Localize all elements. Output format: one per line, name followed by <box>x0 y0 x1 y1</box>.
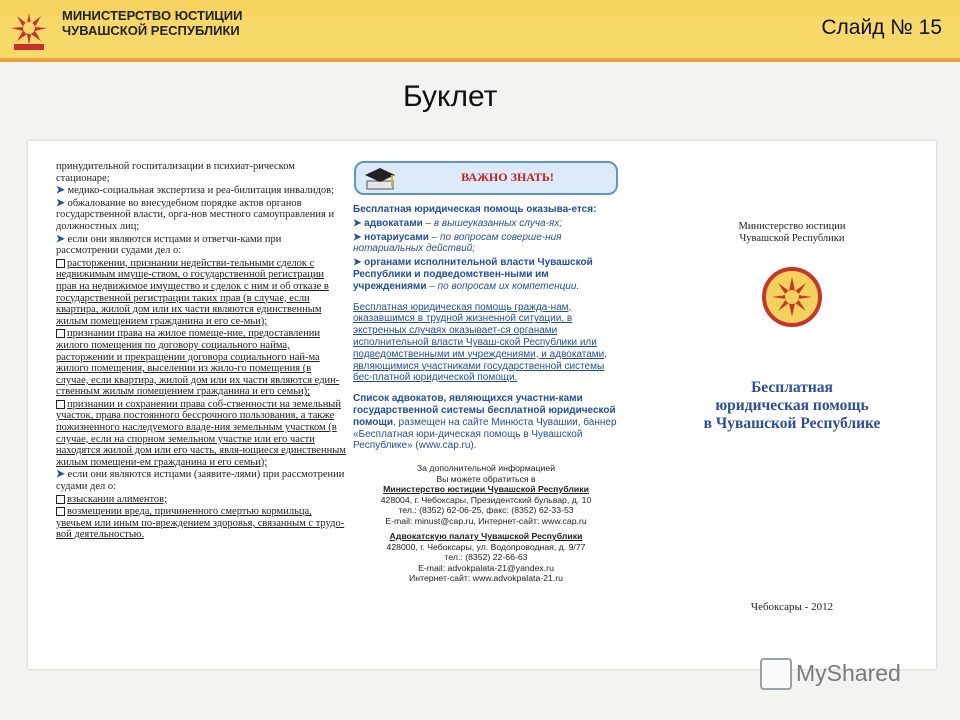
list-item <box>56 185 346 197</box>
contact-org-bar: Адвокатскую палату Чувашской Республики <box>389 531 583 542</box>
list-item <box>56 234 346 257</box>
contact-address-bar: 428000, г. Чебоксары, ул. Водопроводная, д. 9/77 тел.: (8352) 22-66-63 E-mail: advokpalata-21@yandex.ru Интернет-сайт: www.advokpalata-21.ru <box>386 541 586 584</box>
checkbox-item-text: взыскании алиментов; <box>67 493 168 505</box>
contact-intro: За дополнительной информацией Вы можете обратиться в <box>416 463 556 484</box>
booklet-column-middle <box>353 161 619 584</box>
slide-number: Слайд № 15 <box>821 16 942 39</box>
myshared-icon <box>760 658 792 690</box>
checkbox-icon <box>56 259 65 268</box>
contact-address-ministry: 428004, г. Чебоксары, Президентский бульвар, д. 10 тел.: (8352) 62-06-25, факс: (8352) 62-33-53 E-mail: minust@cap.ru, Интернет-сайт: www.cap.ru <box>380 494 592 526</box>
advocate-list-text: Список адвокатов, являющихся участни-ками государственной системы бесплатной юридической помощи, размещен на сайте Минюста Чувашии, баннер «Бесплатная юри-дическая помощь в Чувашской Республике» (www.cap.ru). <box>353 393 617 452</box>
checkbox-item <box>56 494 346 506</box>
booklet-column-left <box>56 161 346 541</box>
slide-title: Буклет <box>403 80 498 113</box>
cover-city: Чебоксары - 2012 <box>750 601 834 613</box>
checkbox-icon <box>56 507 65 516</box>
list-item-text: обжалование во внесудебном порядке актов органов государственной власти, орга-нов местного самоуправления и должностных лиц; <box>56 197 335 232</box>
watermark-text: MyShared <box>796 660 901 686</box>
list-item-text: если они являются истцами и ответчи-ками при рассмотрении судами дел о: <box>56 233 282 257</box>
arrow-icon: ➤ <box>353 231 362 243</box>
checkbox-item <box>56 399 346 469</box>
header-bar <box>0 0 960 62</box>
list-item <box>56 469 346 492</box>
important-text: ВАЖНО ЗНАТЬ! <box>461 170 554 185</box>
list-item-text: если они являются истцами (заявите-лями) при рассмотрении судами дел о: <box>56 469 345 493</box>
checkbox-item <box>56 258 346 328</box>
cover-ministry: Министерство юстиции Чувашской Республики <box>738 221 846 244</box>
checkbox-item-text: возмещении вреда, причиненного смертью кормильца, увечьем или иным по-вреждением здоровья, связанным с трудо-вой деятельностью. <box>56 506 345 541</box>
arrow-icon: ➤ <box>56 469 65 481</box>
paragraph: принудительной госпитализации в психиат-рическом стационаре; <box>56 161 295 184</box>
arrow-icon: ➤ <box>353 257 362 269</box>
booklet-scan <box>28 141 936 669</box>
contact-org-ministry: Министерство юстиции Чувашской Республики <box>383 484 589 495</box>
checkbox-item-text: расторжении, признании недействи-тельными сделок с недвижимым имуще-ством, о государственной регистрации прав на недвижимое имущество и сделок с ним и об отказе в государственной регистрации таких прав (в случае, если квартира, жилой дом или их части являются единственным жилым помещением гражданина и его се-мьи); <box>56 257 329 327</box>
checkbox-item <box>56 506 346 541</box>
chuvash-emblem-icon <box>6 4 52 54</box>
chuvash-emblem-icon <box>762 267 822 327</box>
list-item <box>56 198 346 233</box>
graduation-cap-icon <box>361 164 399 192</box>
checkbox-icon <box>56 400 65 409</box>
booklet-column-cover <box>648 221 936 613</box>
arrow-icon: ➤ <box>56 197 65 209</box>
cover-title: Бесплатная юридическая помощь в Чувашской Республике <box>703 379 881 432</box>
spacer <box>353 293 619 300</box>
list-item-text: медико-социальная экспертиза и реа-билитация инвалидов; <box>67 185 335 197</box>
provider-advocates: ➤ адвокатами – в вышеуказанных случа-ях; <box>353 217 563 229</box>
spacer <box>353 384 619 391</box>
checkbox-icon <box>56 329 65 338</box>
checkbox-item-text: признании и сохранении права соб-ственности на земельный участок, права постоянного бессрочного пользования, а также пожизненного наследуемого владе-ния земельным участком (в случае, если на спорном земельном участке или его части находятся жилой дом или его часть, явля-ющиеся единственным жилым помещени-ем гражданина и его семьи); <box>56 398 346 468</box>
ministry-name: МИНИСТЕРСТВО ЮСТИЦИИ ЧУВАШСКОЙ РЕСПУБЛИКИ <box>62 8 243 38</box>
checkbox-icon <box>56 495 65 504</box>
checkbox-item-text: признании права на жилое помеще-ние, предоставлении жилого помещения по договору социального найма, расторжении и прекращении договора социального най-ма жилого помещения, выселении из жило-го помещения (в случае, если квартира, жилой дом или их части являются един-ственным жилым помещением гражданина и его семьи); <box>56 328 340 398</box>
arrow-icon: ➤ <box>353 217 362 229</box>
contact-block <box>353 463 619 584</box>
important-banner <box>354 161 618 195</box>
provider-executive: ➤ органами исполнительной власти Чувашской Республики и подведомствен-ными им учреждениями – по вопросам их компетенции. <box>353 257 593 292</box>
arrow-icon: ➤ <box>56 185 65 197</box>
state-help-text: Бесплатная юридическая помощь гражда-нам, оказавшимся в трудной жизненной ситуации, в экстренных случаях оказывает-ся органами исполнительной власти Чуваш-ской Республики или подведомственными им учреждениями, и адвокатами, являющимися участниками государственной системы бес-платной юридической помощи. <box>353 301 608 384</box>
watermark <box>760 658 920 688</box>
provider-notaries: ➤ нотариусами – по вопросам соверше-ния нотариальных действий; <box>353 231 562 255</box>
checkbox-item <box>56 328 346 398</box>
arrow-icon: ➤ <box>56 233 65 245</box>
lead-text: Бесплатная юридическая помощь оказыва-ется: <box>353 204 597 215</box>
